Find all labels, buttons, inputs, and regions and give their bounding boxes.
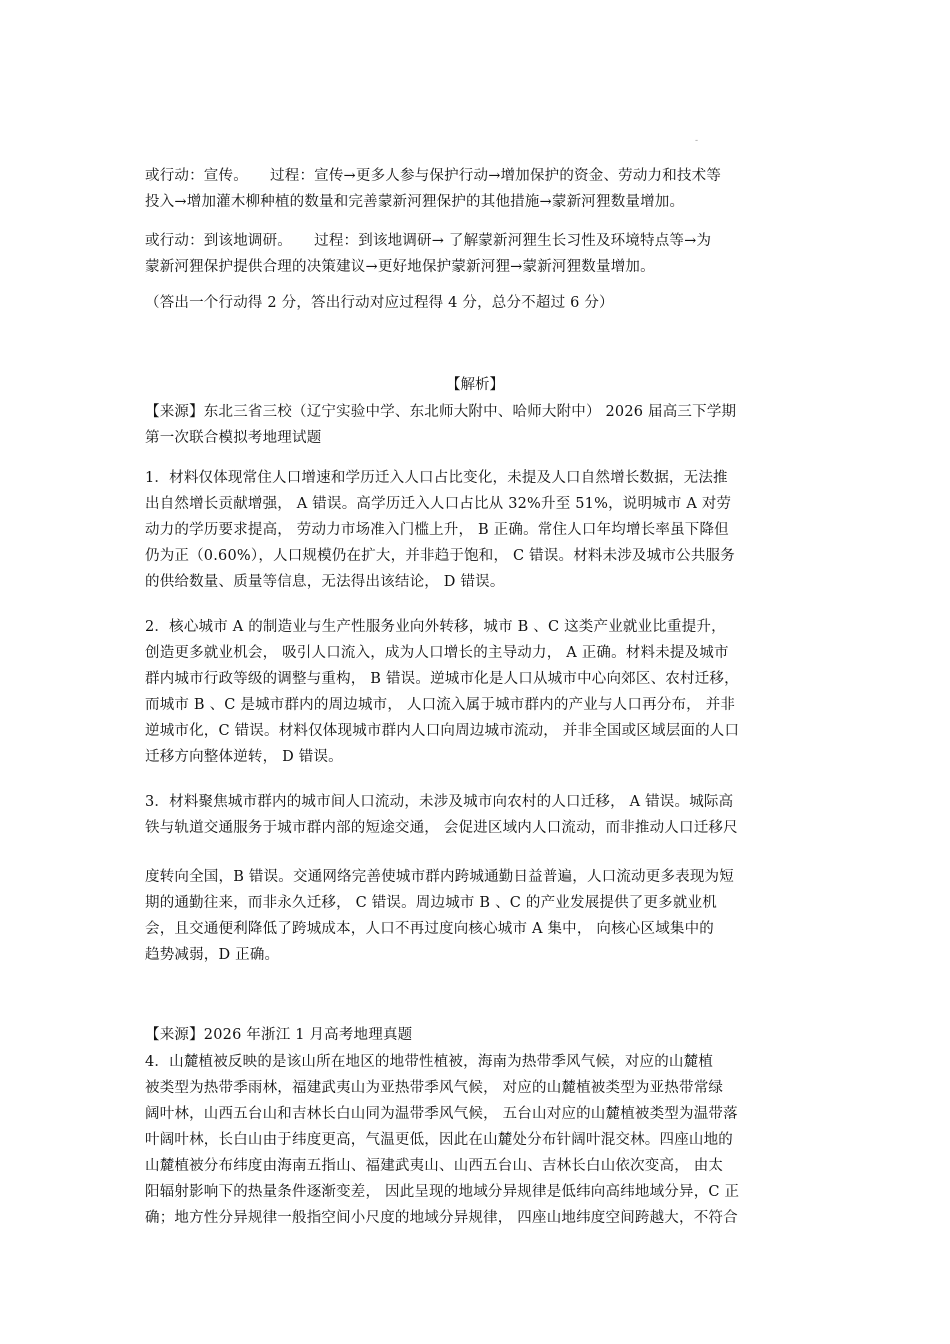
text-line: 或行动：到该地调研。 过程：到该地调研→ 了解蒙新河狸生长习性及环境特点等→为: [145, 233, 712, 249]
text-line: 度转向全国，B 错误。交通网络完善使城市群内跨城通勤日益普遍，人口流动更多表现为短: [145, 869, 734, 885]
question-3-analysis: [145, 789, 805, 841]
text-line: 3．材料聚焦城市群内的城市间人口流动，未涉及城市向农村的人口迁移， A 错误。城际高: [145, 794, 734, 810]
text-line: 叶阔叶林，长白山由于纬度更高，气温更低，因此在山麓处分布针阔叶混交林。四座山地的: [145, 1132, 733, 1148]
text-line: 确；地方性分异规律一般指空间小尺度的地域分异规律， 四座山地纬度空间跨越大，不符合: [145, 1210, 738, 1226]
text-line: 2．核心城市 A 的制造业与生产性服务业向外转移，城市 B 、C 这类产业就业比重提升，: [145, 619, 726, 635]
text-line: 动力的学历要求提高， 劳动力市场准入门槛上升， B 正确。常住人口年均增长率虽下降但: [145, 522, 729, 538]
text-line: 或行动：宣传。 过程：宣传→更多人参与保护行动→增加保护的资金、劳动力和技术等: [145, 168, 722, 184]
text-line: 逆城市化，C 错误。材料仅体现城市群内人口向周边城市流动， 并非全国或区域层面的人口: [145, 723, 740, 739]
text-line: 而城市 B 、C 是城市群内的周边城市， 人口流入属于城市群内的产业与人口再分布， 并非: [145, 697, 736, 713]
text-line: 被类型为热带季雨林，福建武夷山为亚热带季风气候， 对应的山麓植被类型为亚热带常绿: [145, 1080, 724, 1096]
source-2: [145, 1022, 805, 1048]
answer-paragraph-1: [145, 163, 805, 215]
answer-paragraph-2: [145, 228, 805, 280]
text-line: 投入→增加灌木柳种植的数量和完善蒙新河狸保护的其他措施→蒙新河狸数量增加。: [145, 194, 685, 210]
text-line: 蒙新河狸保护提供合理的决策建议→更好地保护蒙新河狸→蒙新河狸数量增加。: [145, 259, 655, 275]
text-line: 山麓植被分布纬度由海南五指山、福建武夷山、山西五台山、吉林长白山依次变高， 由太: [145, 1158, 724, 1174]
text-line: 4．山麓植被反映的是该山所在地区的地带性植被，海南为热带季风气候，对应的山麓植: [145, 1054, 714, 1070]
analysis-heading: 【解析】: [446, 377, 504, 393]
text-line: 创造更多就业机会， 吸引人口流入，成为人口增长的主导动力， A 正确。材料未提及城市: [145, 645, 729, 661]
question-4-analysis: [145, 1049, 805, 1231]
text-line: 会，且交通便利降低了跨城成本，人口不再过度向核心城市 A 集中， 向核心区域集中的: [145, 921, 714, 937]
text-line: 1．材料仅体现常住人口增速和学历迁入人口占比变化，未提及人口自然增长数据，无法推: [145, 470, 728, 486]
question-1-analysis: [145, 465, 805, 595]
question-2-analysis: [145, 614, 805, 770]
scoring-note: [145, 290, 805, 316]
question-3-analysis-continued: [145, 864, 805, 968]
text-line: 趋势减弱，D 正确。: [145, 947, 280, 963]
text-line: 【来源】2026 年浙江 1 月高考地理真题: [145, 1027, 413, 1043]
text-line: 迁移方向整体逆转， D 错误。: [145, 749, 343, 765]
text-line: 阳辐射影响下的热量条件逐渐变差， 因此呈现的地域分异规律是低纬向高纬地域分异，C 正: [145, 1184, 740, 1200]
text-line: 铁与轨道交通服务于城市群内部的短途交通， 会促进区域内人口流动，而非推动人口迁移尺: [145, 820, 738, 836]
text-line: 出自然增长贡献增强， A 错误。高学历迁入人口占比从 32%升至 51%，说明城市 A 对劳: [145, 496, 732, 512]
text-line: 【来源】东北三省三校（辽宁实验中学、东北师大附中、哈师大附中） 2026 届高三下学期: [145, 404, 737, 420]
text-line: 群内城市行政等级的调整与重构， B 错误。逆城市化是人口从城市中心向郊区、农村迁移，: [145, 671, 739, 687]
source-1: [145, 399, 805, 451]
corner-mark: -: [695, 136, 699, 146]
text-line: 阔叶林，山西五台山和吉林长白山同为温带季风气候， 五台山对应的山麓植被类型为温带落: [145, 1106, 738, 1122]
text-line: 第一次联合模拟考地理试题: [145, 430, 322, 446]
text-line: （答出一个行动得 2 分，答出行动对应过程得 4 分，总分不超过 6 分）: [145, 295, 614, 311]
text-line: 期的通勤往来，而非永久迁移， C 错误。周边城市 B 、C 的产业发展提供了更多就业机: [145, 895, 717, 911]
text-line: 仍为正（0.60%），人口规模仍在扩大，并非趋于饱和， C 错误。材料未涉及城市公共服务: [145, 548, 735, 564]
text-line: 的供给数量、质量等信息，无法得出该结论， D 错误。: [145, 574, 505, 590]
